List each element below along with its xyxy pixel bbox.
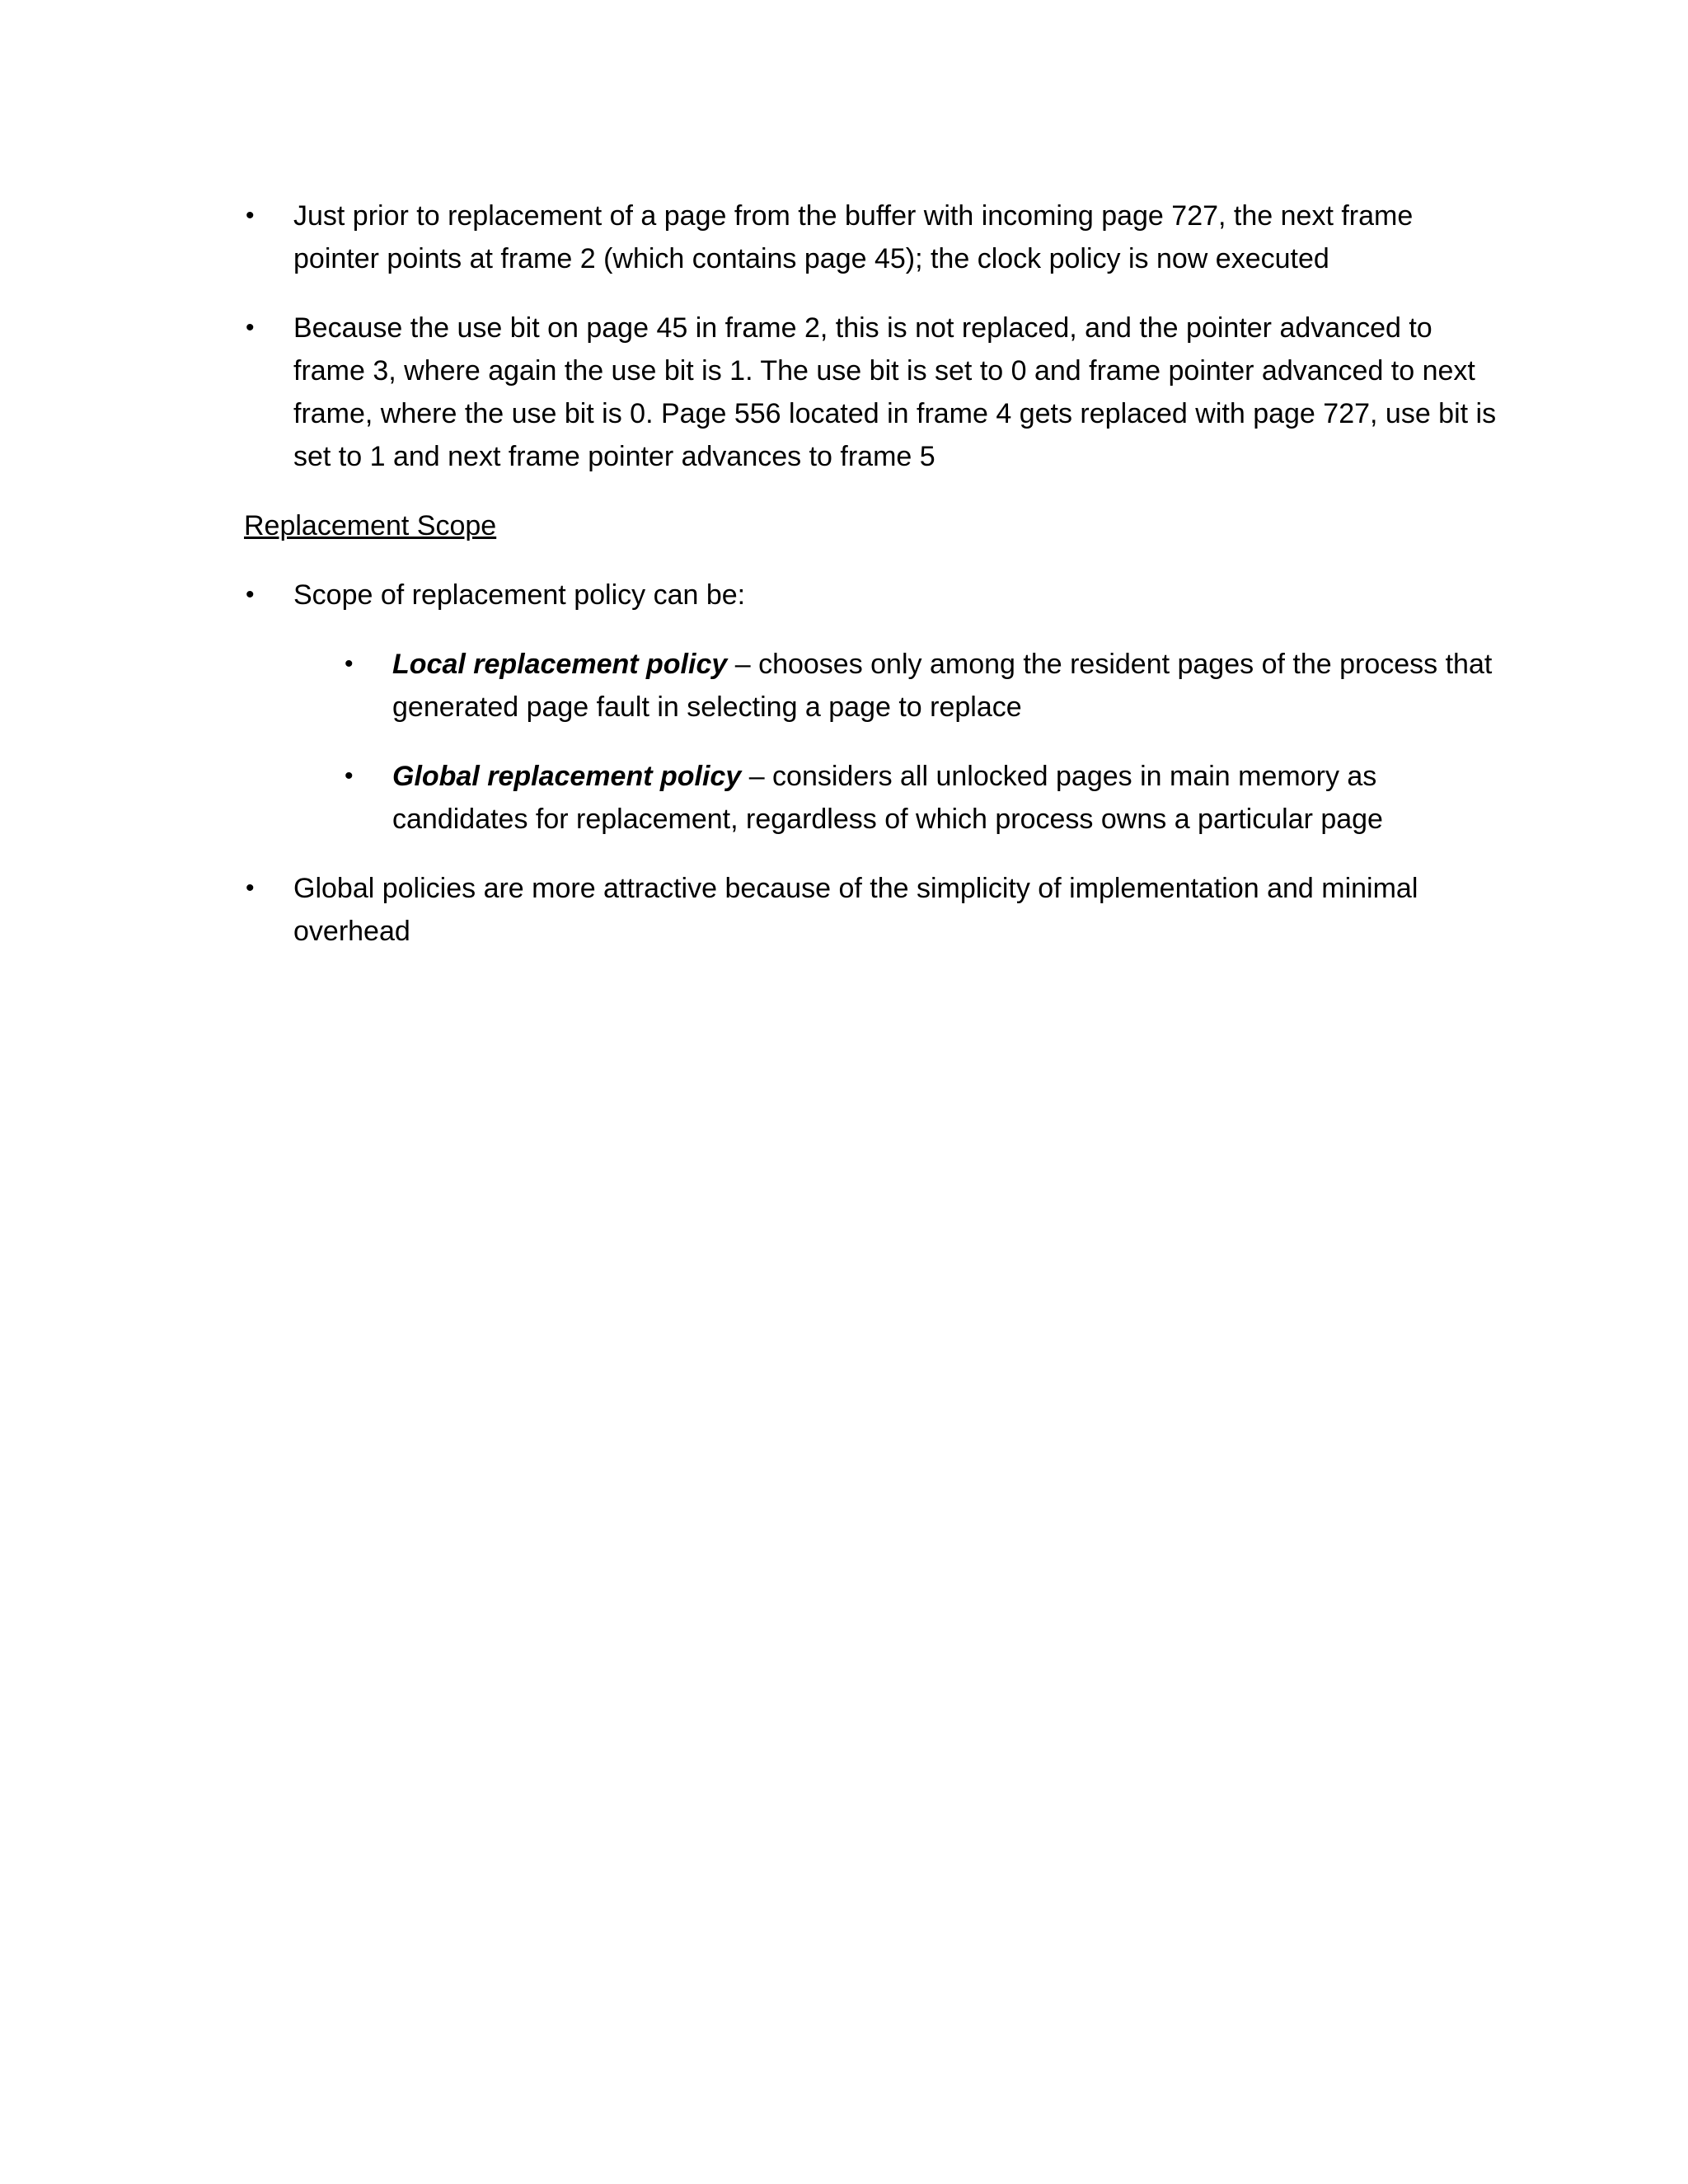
bullet-icon: •: [246, 202, 255, 229]
bullet-text: Global policies are more attractive because of the simplicity of implementation and minimal overhead: [293, 873, 1418, 947]
sub-bullet-text: [392, 649, 1492, 723]
bullet-text: Just prior to replacement of a page from the buffer with incoming page 727, the next frame pointer points at frame 2 (which contains page 45); the clock policy is now executed: [293, 200, 1414, 274]
bullet-item-use-bit: [244, 307, 1497, 478]
bullet-item-clock-pointer: [244, 194, 1497, 280]
bullet-item-global-attractive: [244, 867, 1497, 953]
sub-bullet-global-policy: [244, 755, 1497, 841]
bullet-icon: •: [246, 581, 255, 608]
bullet-icon: •: [345, 650, 354, 677]
document-body: [244, 194, 1497, 979]
term-global-replacement-policy: Global replacement policy: [392, 761, 742, 792]
bullet-text: Scope of replacement policy can be:: [293, 579, 746, 611]
sub-bullet-local-policy: [244, 643, 1497, 729]
term-local-replacement-policy: Local replacement policy: [392, 649, 728, 680]
bullet-icon: •: [246, 874, 255, 902]
bullet-icon: •: [246, 314, 255, 341]
section-heading: Replacement Scope: [244, 510, 497, 541]
definition-text: – chooses only among the resident pages of the process that generated page fault in selecting a page to replace: [392, 649, 1493, 723]
sub-bullet-text: [392, 761, 1383, 835]
definition-text: – considers all unlocked pages in main memory as candidates for replacement, regardless of which process owns a particular page: [392, 761, 1383, 835]
bullet-text: Because the use bit on page 45 in frame 2, this is not replaced, and the pointer advanced to frame 3, where again the use bit is 1. The use bit is set to 0 and frame pointer advanced to next frame, where the use bit is 0. Page 556 located in frame 4 gets replaced with page 727, use bit is set to 1 and next frame pointer advances to frame 5: [293, 312, 1497, 472]
bullet-icon: •: [345, 762, 354, 790]
bullet-item-scope: [244, 574, 1497, 616]
